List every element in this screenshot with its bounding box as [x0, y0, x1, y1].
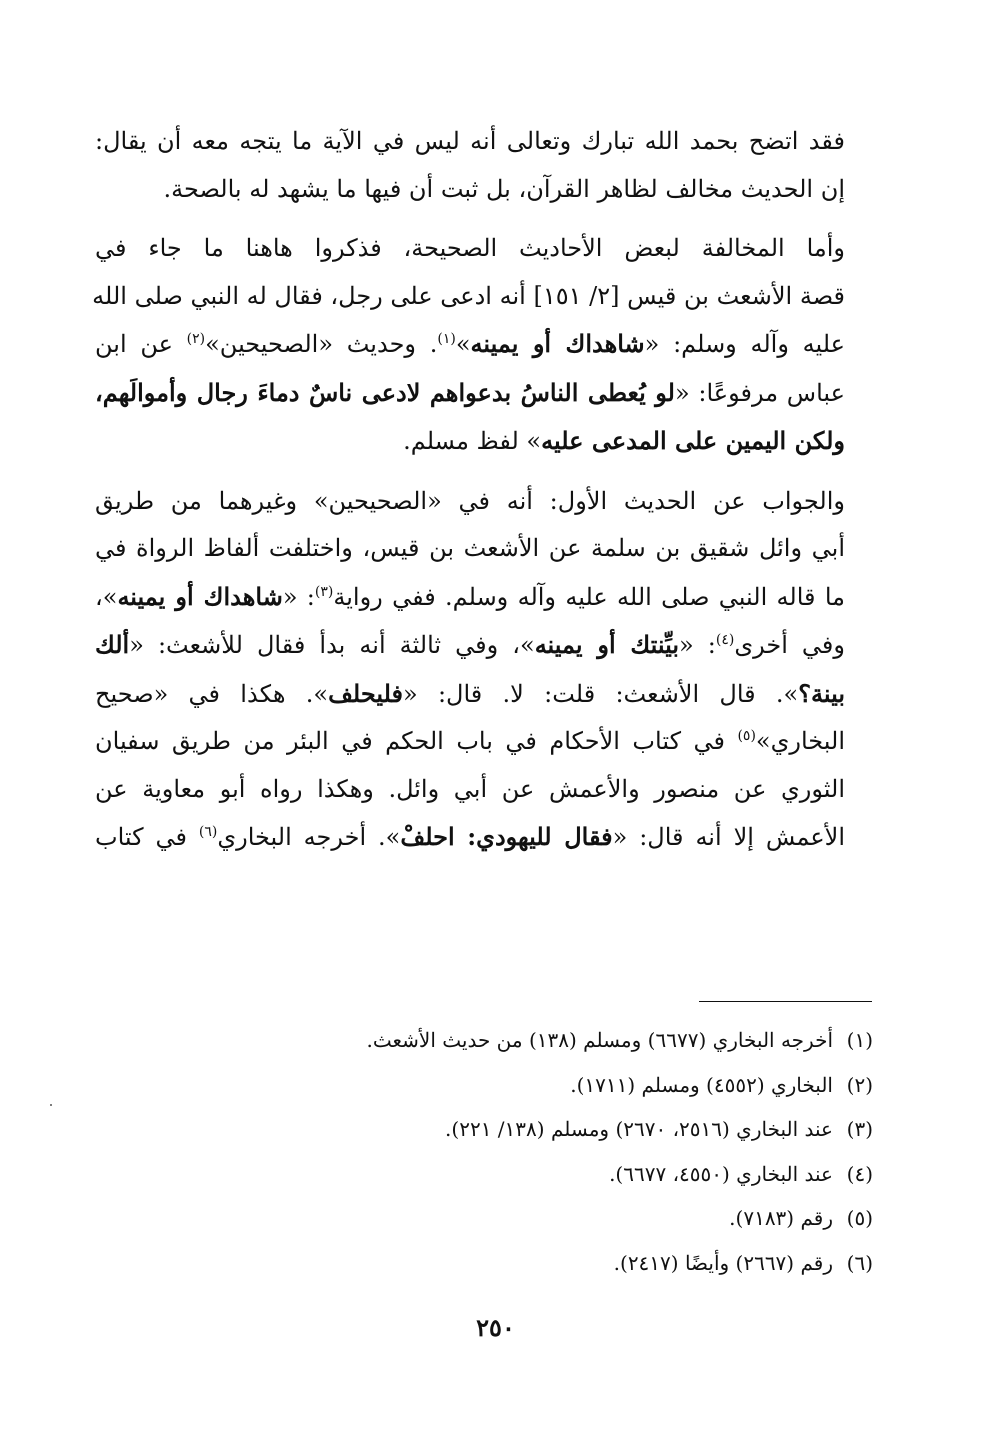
- footnote-item: (١)أخرجه البخاري (٦٦٧٧) ومسلم (١٣٨) من حديث الأشعث.: [253, 1018, 873, 1063]
- text-line: أبي وائل شقيق بن سلمة عن الأشعث بن قيس، واختلفت ألفاظ الرواة في: [95, 534, 845, 562]
- hadith-quote: شاهداك أو يمينه: [470, 329, 645, 358]
- footnote-number: (٥): [846, 1206, 873, 1230]
- footnote-number: (٣): [846, 1117, 873, 1141]
- main-text: [92, 118, 873, 862]
- footnote-item: (٦)رقم (٢٦٦٧) وأيضًا (٢٤١٧).: [253, 1241, 873, 1286]
- hadith-quote: شاهداك أو يمينه: [117, 581, 283, 611]
- footnote-ref[interactable]: (٢): [186, 331, 206, 347]
- footnotes: [253, 1018, 873, 1285]
- footnote-number: (٤): [846, 1161, 873, 1186]
- footnote-separator: [699, 1001, 872, 1002]
- text-line: فقد اتضح بحمد الله تبارك وتعالى أنه ليس في الآية ما يتجه معه أن يقال:: [95, 127, 845, 155]
- hadith-quote: ولكن اليمين على المدعى عليه: [541, 426, 845, 455]
- footnote-ref[interactable]: (٥): [737, 728, 756, 744]
- hadith-quote: لو يُعطى الناسُ بدعواهم لادعى ناسٌ دماءَ رجال وأموالَهم،: [95, 377, 675, 407]
- text-line: الأعمش إلا أنه قال: «فقال لليهودي: احلفْ». أخرجه البخاري$^{(٦)}$ في كتاب: [95, 822, 845, 851]
- text-line: إن الحديث مخالف لظاهر القرآن، بل ثبت أن فيها ما يشهد له بالصحة.: [163, 174, 845, 203]
- text-line: عليه وآله وسلم: «شاهداك أو يمينه»$^{(١)}$. وحديث «الصحيحين»$^{(٢)}$ عن ابن: [95, 329, 846, 358]
- footnote-item: (٢)البخاري (٤٥٥٢) ومسلم (١٧١١).: [253, 1063, 873, 1108]
- paragraph-2: [92, 225, 873, 466]
- footnote-number: (١): [846, 1028, 873, 1052]
- text-line: ما قاله النبي صلى الله عليه وآله وسلم. ففي رواية$^{(٣)}$: «شاهداك أو يمينه»،: [95, 581, 846, 611]
- footnote-number: (٢): [846, 1072, 873, 1097]
- text-line: الثوري عن منصور والأعمش عن أبي وائل. وهكذا رواه أبو معاوية عن: [95, 774, 845, 803]
- footnote-item: (٣)عند البخاري (٢٥١٦، ٢٦٧٠) ومسلم (١٣٨/ ٢٢١).: [253, 1107, 873, 1152]
- paragraph-1: [95, 118, 873, 213]
- scan-speck: [50, 1104, 52, 1106]
- footnote-number: (٦): [846, 1250, 873, 1275]
- footnote-item: (٥)رقم (٧١٨٣).: [253, 1196, 873, 1241]
- hadith-quote: فليحلف: [328, 678, 404, 708]
- text-line: وفي أخرى$^{(٤)}$: «بيِّنتك أو يمينه»، وفي ثالثة أنه بدأ فقال للأشعث: «ألك: [95, 630, 845, 659]
- footnote-ref[interactable]: (٣): [314, 583, 334, 600]
- hadith-quote: بينة؟: [798, 678, 846, 708]
- text-line: وأما المخالفة لبعض الأحاديث الصحيحة، فذكروا هاهنا ما جاء في: [95, 234, 845, 262]
- paragraph-3: [95, 478, 873, 862]
- text-line: قصة الأشعث بن قيس [٢/ ١٥١] أنه ادعى على رجل، فقال له النبي صلى الله: [92, 281, 845, 310]
- footnote-ref[interactable]: (٦): [198, 824, 218, 840]
- hadith-quote: ألك: [95, 630, 130, 659]
- footnote-ref[interactable]: (٤): [715, 632, 735, 648]
- text-line: بينة؟». قال الأشعث: قلت: لا. قال: «فليحلف». هكذا في «صحيح: [95, 678, 846, 708]
- footnote-item: (٤)عند البخاري (٤٥٥٠، ٦٦٧٧).: [253, 1152, 873, 1197]
- text-line: والجواب عن الحديث الأول: أنه في «الصحيحين» وغيرهما من طريق: [95, 486, 845, 515]
- footnote-ref[interactable]: (١): [437, 331, 456, 347]
- hadith-quote: فقال لليهودي: احلفْ: [400, 822, 613, 851]
- page-number: ٢٥٠: [476, 1313, 515, 1342]
- text-line: عباس مرفوعًا: «لو يُعطى الناسُ بدعواهم لادعى ناسٌ دماءَ رجال وأموالَهم،: [95, 377, 845, 407]
- hadith-quote: بيِّنتك أو يمينه: [534, 630, 680, 659]
- text-line: البخاري»$^{(٥)}$ في كتاب الأحكام في باب الحكم في البئر من طريق سفيان: [95, 727, 845, 755]
- text-line: ولكن اليمين على المدعى عليه» لفظ مسلم.: [403, 426, 845, 455]
